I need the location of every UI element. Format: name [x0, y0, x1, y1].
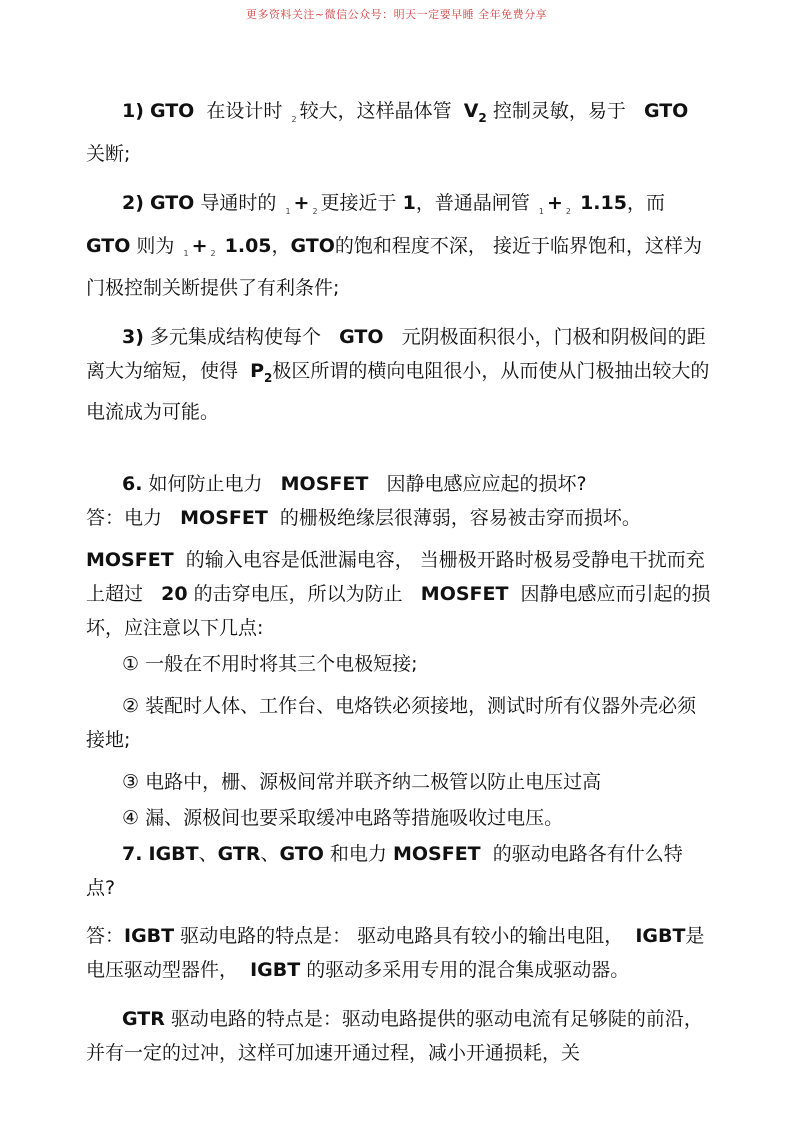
text: 因静电感应而引起的损坏，应注意以下几点:	[86, 583, 711, 640]
subscript: 1	[183, 249, 189, 259]
value: 20	[161, 583, 188, 606]
term-igbt: IGBT	[124, 925, 175, 948]
value: 1	[402, 191, 416, 214]
value: 1.05	[224, 234, 272, 257]
subscript: 1	[285, 206, 291, 216]
text: ，而	[626, 191, 665, 214]
value: 1.15	[580, 191, 627, 214]
answer-6-line-2	[86, 543, 711, 645]
item-number: 3)	[122, 326, 144, 349]
subscript: 2	[312, 206, 318, 216]
paragraph-gto-3	[86, 320, 711, 429]
subscript: 2	[291, 114, 297, 124]
subscript: 1	[538, 206, 544, 216]
plus-sign: +	[293, 191, 310, 214]
plus-sign: +	[191, 234, 208, 257]
text: 导通时的	[200, 191, 277, 214]
term-igbt: IGBT	[635, 925, 686, 948]
term-igbt: IGBT	[250, 959, 301, 982]
text: 答：电力	[86, 507, 163, 530]
term-mosfet: MOSFET	[420, 583, 509, 606]
text: 的栅极绝缘层很薄弱，容易被击穿而损坏。	[279, 507, 641, 530]
list-item: ① 一般在不用时将其三个电极短接;	[122, 653, 418, 676]
text: 答：	[86, 925, 125, 948]
plus-sign: +	[547, 191, 563, 214]
term-p: P	[250, 360, 265, 383]
text: 的击穿电压，所以为防止	[193, 583, 403, 606]
subscript: 2	[478, 110, 487, 125]
term-mosfet: MOSFET	[86, 549, 174, 572]
question-6	[86, 467, 711, 501]
term-gtr: GTR	[122, 1008, 165, 1031]
text: 因静电感应应起的损坏?	[386, 473, 587, 496]
term-mosfet: MOSFET	[392, 843, 481, 866]
document-body	[86, 94, 711, 1070]
text: 如何防止电力	[148, 473, 263, 496]
term-gto: GTO	[643, 100, 689, 122]
subscript: 2	[264, 371, 273, 386]
text: 的输入电容是低泄漏电容， 当栅极开路时极易受静电干扰而充上超过	[86, 549, 705, 606]
subscript: 2	[565, 206, 572, 216]
term-gtr: GTR	[217, 843, 261, 866]
text: 极区所谓的横向电阻很小，从而使从门极抽出较大的电流成为可能。	[86, 360, 710, 424]
term-mosfet: MOSFET	[180, 507, 268, 530]
answer-7-line-2	[86, 1002, 711, 1070]
term-gto: GTO	[339, 326, 384, 349]
term-igbt: IGBT	[148, 843, 199, 866]
question-7	[86, 837, 711, 905]
term-gto: GTO	[290, 234, 335, 257]
question-number: 7.	[122, 843, 143, 866]
text: 在设计时	[206, 100, 283, 122]
list-item: ③ 电路中，栅、源极间常并联齐纳二极管以防止电压过高	[122, 771, 602, 794]
term-gto: GTO	[86, 234, 131, 257]
separator: 、	[260, 843, 280, 866]
text: 更接近于	[320, 191, 397, 214]
text: ，普通晶闸管	[415, 191, 530, 214]
answer-6-line-1	[86, 501, 711, 535]
text: 元阴极面积很小，门极和阴极间的距离大为缩短，使得	[86, 326, 706, 383]
term-gto: GTO	[279, 843, 324, 866]
text: 则为	[136, 234, 175, 257]
term-mosfet: MOSFET	[280, 473, 369, 496]
text: 关断;	[86, 142, 131, 165]
text: 和电力	[329, 843, 387, 866]
text: 的饱和程度不深， 接近于临界饱和，这样为门极控制关断提供了有利条件;	[86, 234, 702, 300]
item-number: 1)	[122, 100, 144, 122]
list-item: ② 装配时人体、工作台、电烙铁必须接地，测试时所有仪器外壳必须接地;	[86, 695, 697, 752]
term-v: V	[463, 100, 479, 122]
term-gto: GTO	[149, 191, 195, 214]
paragraph-gto-1	[86, 94, 711, 171]
text: 多元集成结构使每个	[149, 326, 321, 349]
page-header-banner: 更多资料关注~微信公众号：明天一定要早睡 全年免费分享	[245, 8, 548, 21]
paragraph-gto-2	[86, 186, 711, 306]
text: 的驱动多采用专用的混合集成驱动器。	[306, 959, 630, 982]
answer-7-line-1	[86, 919, 711, 987]
list-item: ④ 漏、源极间也要采取缓冲电路等措施吸收过电压。	[122, 807, 564, 830]
text: 控制灵敏，易于	[492, 100, 626, 122]
text: 较大，这样晶体管	[299, 100, 452, 122]
item-number: 2)	[122, 191, 144, 214]
text: 的驱动电路各有什么特点?	[86, 843, 683, 900]
subscript: 2	[210, 249, 216, 259]
text: 是电压驱动型器件，	[86, 925, 705, 982]
term-gto: GTO	[149, 100, 195, 122]
separator: 、	[198, 843, 218, 866]
question-number: 6.	[122, 473, 143, 496]
text: 驱动电路的特点是： 驱动电路具有较小的输出电阻，	[180, 925, 624, 948]
text: 驱动电路的特点是：驱动电路提供的驱动电流有足够陡的前沿，并有一定的过冲，这样可加速开通过程，减小开通损耗，关	[86, 1008, 703, 1065]
text: ，	[271, 234, 291, 257]
